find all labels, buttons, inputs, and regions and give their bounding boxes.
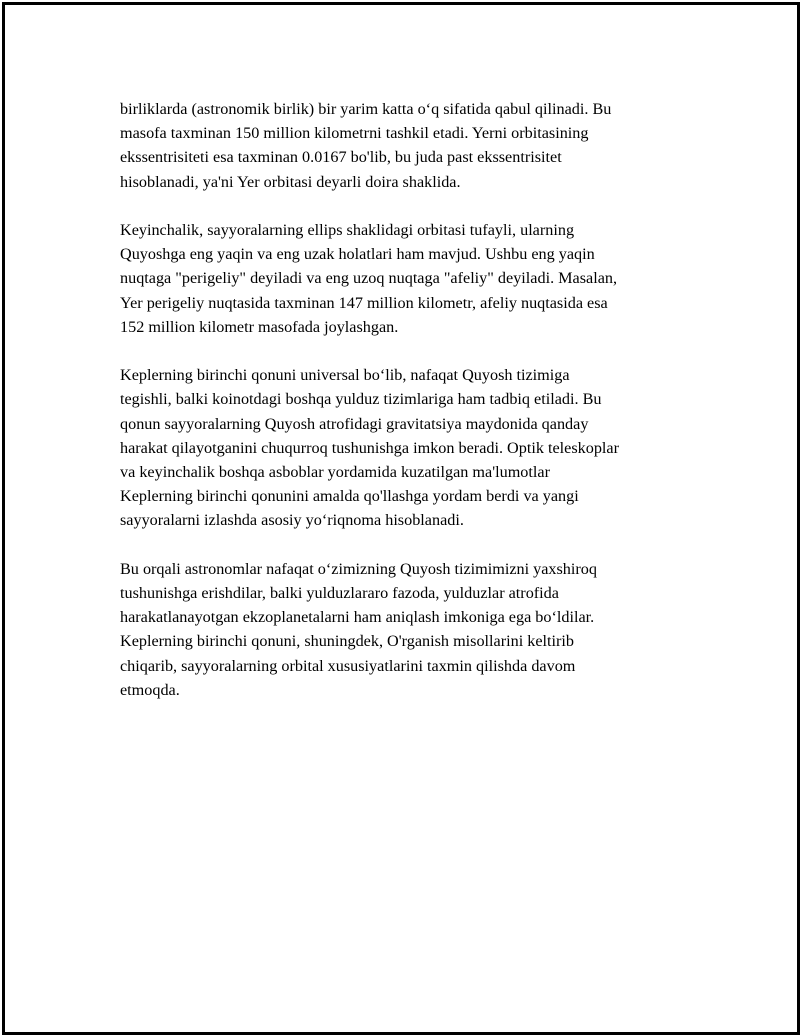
paragraph-kepler-first-law: Keplerning birinchi qonuni universal bo‘lib, nafaqat Quyosh tizimiga tegishli, balki koinotdagi boshqa yulduz tizimlariga ham tadbiq etiladi. Bu qonun sayyoralarning Quyosh atrofidagi gravitatsiya maydonida qanday harakat qilayotganini chuqurroq tushunishga imkon beradi. Optik teleskoplar va keyinchalik boshqa asboblar yordamida kuzatilgan ma'lumotlar Keplerning birinchi qonunini amalda qo'llashga yordam berdi va yangi sayyoralarni izlashda asosiy yo‘riqnoma hisoblanadi.	[120, 366, 619, 530]
paragraph-exoplanets: Bu orqali astronomlar nafaqat o‘zimizning Quyosh tizimimizni yaxshiroq tushunishga erishdilar, balki yulduzlararo fazoda, yulduzlar atrofida harakatlanayotgan ekzoplanetalarni ham aniqlash imkoniga ega bo‘ldilar. Keplerning birinchi qonuni, shuningdek, O'rganish misollarini keltirib chiqarib, sayyoralarning orbital xususiyatlarini taxmin qilishda davom etmoqda.	[120, 559, 597, 699]
page-frame	[2, 2, 800, 1035]
page-content	[120, 97, 700, 726]
paragraph-astronomical-unit: birliklarda (astronomik birlik) bir yarim katta o‘q sifatida qabul qilinadi. Bu masofa taxminan 150 million kilometrni tashkil etadi. Yerni orbitasining ekssentrisiteti esa taxminan 0.0167 bo'lib, bu juda past ekssentrisitet hisoblanadi, ya'ni Yer orbitasi deyarli doira shaklida.	[120, 100, 612, 191]
paragraph-perihelion-aphelion: Keyinchalik, sayyoralarning ellips shaklidagi orbitasi tufayli, ularning Quyoshga eng yaqin va eng uzak holatlari ham mavjud. Ushbu eng yaqin nuqtaga "perigeliy" deyiladi va eng uzoq nuqtaga "afeliy" deyiladi. Masalan, Yer perigeliy nuqtasida taxminan 147 million kilometr, afeliy nuqtasida esa 152 million kilometr masofada joylashgan.	[120, 221, 618, 336]
